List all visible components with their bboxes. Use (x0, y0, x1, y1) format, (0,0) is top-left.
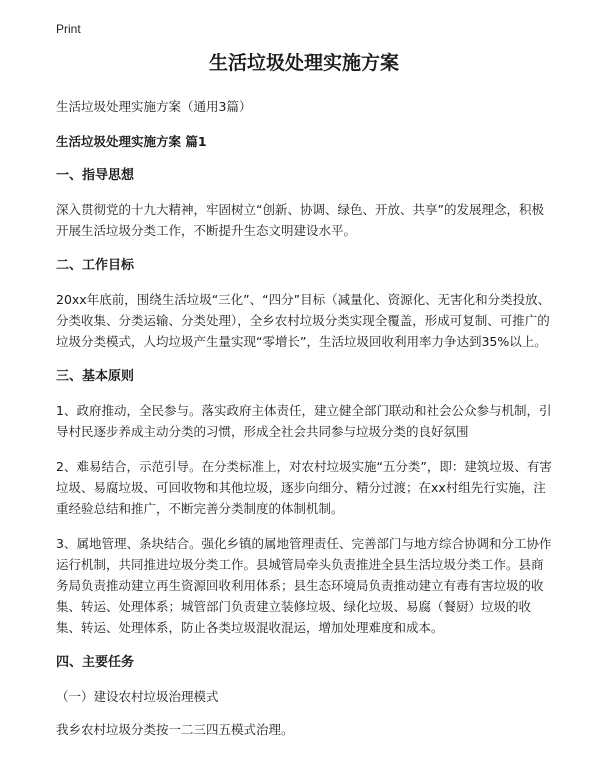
document-title: 生活垃圾处理实施方案 (208, 52, 399, 74)
paragraph: 1、政府推动，全民参与。落实政府主体责任，建立健全部门联动和社会公众参与机制，引导村民逐步养成主动分类的习惯，形成全社会共同参与垃圾分类的良好氛围 (56, 403, 552, 439)
paragraph: 深入贯彻党的十九大精神，牢固树立“创新、协调、绿色、开放、共享”的发展理念，积极开展生活垃圾分类工作，不断提升生态文明建设水平。 (56, 202, 544, 238)
paragraph: 2、难易结合，示范引导。在分类标准上，对农村垃圾实施“五分类”，即：建筑垃圾、有害垃圾、易腐垃圾、可回收物和其他垃圾，逐步向细分、精分过渡；在xx村组先行实施，注重经验总结和推广，不断完善分类制度的体制机制。 (56, 459, 552, 516)
section-heading-basic-principles: 三、基本原则 (56, 369, 135, 384)
print-label[interactable]: Print (56, 22, 81, 36)
section-heading-main-tasks: 四、主要任务 (56, 655, 135, 670)
document-body (56, 50, 552, 754)
section-heading-guiding-ideology: 一、指导思想 (56, 168, 135, 183)
section-heading-work-goals: 二、工作目标 (56, 258, 135, 273)
paragraph: 我乡农村垃圾分类按一二三四五模式治理。 (56, 722, 294, 737)
paragraph: 20xx年底前，围绕生活垃圾“三化”、“四分”目标（减量化、资源化、无害化和分类投放、分类收集、分类运输、分类处理），全乡农村垃圾分类实现全覆盖，形成可复制、可推广的垃圾分类模式，人均垃圾产生量实现“零增长”，生活垃圾回收利用率力争达到35%以上。 (56, 292, 551, 349)
document-subtitle: 生活垃圾处理实施方案（通用3篇） (56, 99, 252, 114)
paragraph: 3、属地管理、条块结合。强化乡镇的属地管理责任、完善部门与地方综合协调和分工协作运行机制，共同推进垃圾分类工作。县城管局牵头负责推进全县生活垃圾分类工作。县商务局负责推动建立再生资源回收利用体系；县生态环境局负责推动建立有毒有害垃圾的收集、转运、处理体系；城管部门负责建立装修垃圾、绿化垃圾、易腐（餐厨）垃圾的收集、转运、处理体系，防止各类垃圾混收混运，增加处理难度和成本。 (56, 536, 552, 635)
article-title: 生活垃圾处理实施方案 篇1 (56, 134, 207, 149)
subheading: （一）建设农村垃圾治理模式 (56, 689, 219, 704)
